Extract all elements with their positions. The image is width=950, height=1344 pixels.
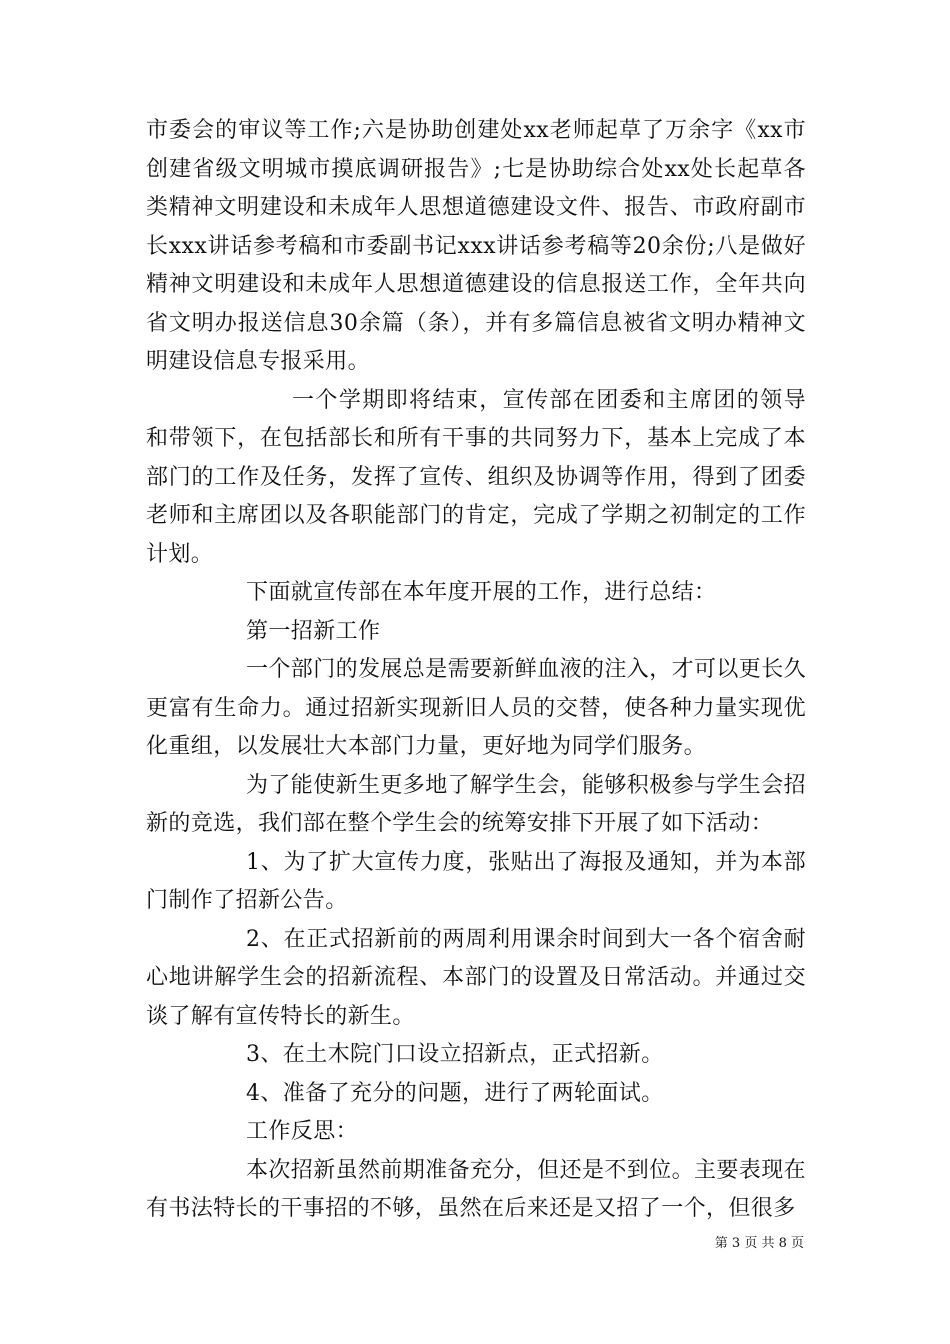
list-item-dorm-visits: 2、在正式招新前的两周利用课余时间到大一各个宿舍耐心地讲解学生会的招新流程、本部门的设置及日常活动。并通过交谈了解有宣传特长的新生。 (146, 926, 806, 1029)
paragraph-semester-intro: 一个学期即将结束，宣传部在团委和主席团的领导和带领下，在包括部长和所有干事的共同努力下，基本上完成了本部门的工作及任务，发挥了宣传、组织及协调等作用，得到了团委老师和主席团以及各职能部门的肯定，完成了学期之初制定的工作计划。 (146, 387, 806, 567)
page-number: 第 3 页 共 8 页 (714, 1236, 804, 1251)
paragraph-activities-intro: 为了能使新生更多地了解学生会，能够积极参与学生会招新的竞选，我们部在整个学生会的统筹安排下开展了如下活动： (146, 772, 807, 836)
paragraph-work-summary-continued: 市委会的审议等工作;六是协助创建处xx老师起草了万余字《xx市创建省级文明城市摸底调研报告》;七是协助综合处xx处长起草各类精神文明建设和未成年人思想道德建设文件、报告、市政府副市长xxx讲话参考稿和市委副书记xxx讲话参考稿等20余份;八是做好精神文明建设和未成年人思想道德建设的信息报送工作，全年共向省文明办报送信息30余篇（条），并有多篇信息被省文明办精神文明建设信息专报采用。 (146, 118, 806, 374)
paragraph-new-blood: 一个部门的发展总是需要新鲜血液的注入，才可以更长久更富有生命力。通过招新实现新旧人员的交替，使各种力量实现优化重组，以发展壮大本部门力量，更好地为同学们服务。 (146, 657, 807, 759)
list-item-recruitment-booth: 3、在土木院门口设立招新点，正式招新。 (246, 1042, 664, 1067)
paragraph-reflection: 本次招新虽然前期准备充分，但还是不到位。主要表现在有书法特长的干事招的不够，虽然在后来还是又招了一个，但很多 (146, 1157, 807, 1221)
list-item-posters: 1、为了扩大宣传力度，张贴出了海报及通知，并为本部门制作了招新公告。 (146, 849, 806, 913)
list-item-interviews: 4、准备了充分的问题，进行了两轮面试。 (246, 1080, 664, 1106)
section-heading-recruitment: 第一招新工作 (246, 618, 381, 644)
section-heading-reflection: 工作反思： (246, 1119, 359, 1144)
paragraph-summary-lead: 下面就宣传部在本年度开展的工作，进行总结： (246, 580, 717, 605)
document-body (146, 112, 806, 1229)
